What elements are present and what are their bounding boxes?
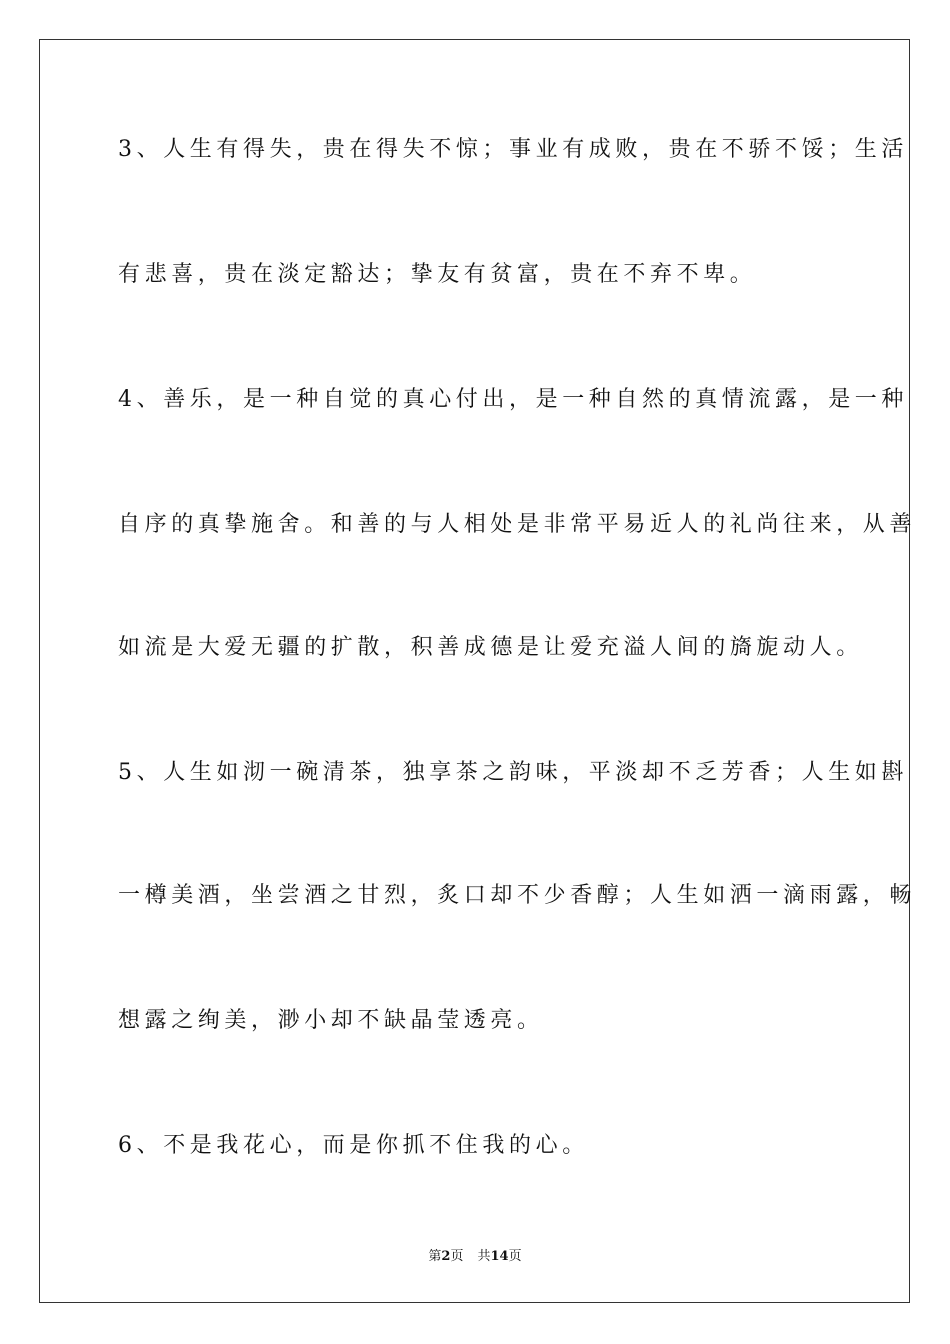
current-page-number: 2	[441, 1249, 451, 1264]
paragraph-5-line-2: 一樽美酒，坐尝酒之甘烈，炙口却不少香醇；人生如洒一滴雨露，畅	[118, 883, 917, 908]
total-prefix: 共	[477, 1249, 491, 1264]
paragraph-5-line-1: 5、人生如沏一碗清茶，独享茶之韵味，平淡却不乏芳香；人生如斟	[118, 760, 908, 785]
page-suffix: 页	[450, 1249, 464, 1264]
paragraph-3-line-1: 3、人生有得失，贵在得失不惊；事业有成败，贵在不骄不馁；生活	[118, 137, 908, 162]
paragraph-4-line-2: 自序的真挚施舍。和善的与人相处是非常平易近人的礼尚往来，从善	[118, 512, 917, 537]
total-page-number: 14	[490, 1249, 509, 1264]
paragraph-6-line-1: 6、不是我花心，而是你抓不住我的心。	[118, 1133, 589, 1158]
total-suffix: 页	[508, 1249, 522, 1264]
paragraph-5-line-3: 想露之绚美，渺小却不缺晶莹透亮。	[118, 1008, 544, 1033]
paragraph-4-line-1: 4、善乐，是一种自觉的真心付出，是一种自然的真情流露，是一种	[118, 387, 908, 412]
paragraph-4-line-3: 如流是大爱无疆的扩散，积善成德是让爱充溢人间的旖旎动人。	[118, 635, 863, 660]
page-prefix: 第	[428, 1249, 442, 1264]
paragraph-3-line-2: 有悲喜，贵在淡定豁达；挚友有贫富，贵在不弃不卑。	[118, 262, 757, 287]
page-footer	[0, 1248, 950, 1266]
page-frame	[39, 39, 917, 1303]
